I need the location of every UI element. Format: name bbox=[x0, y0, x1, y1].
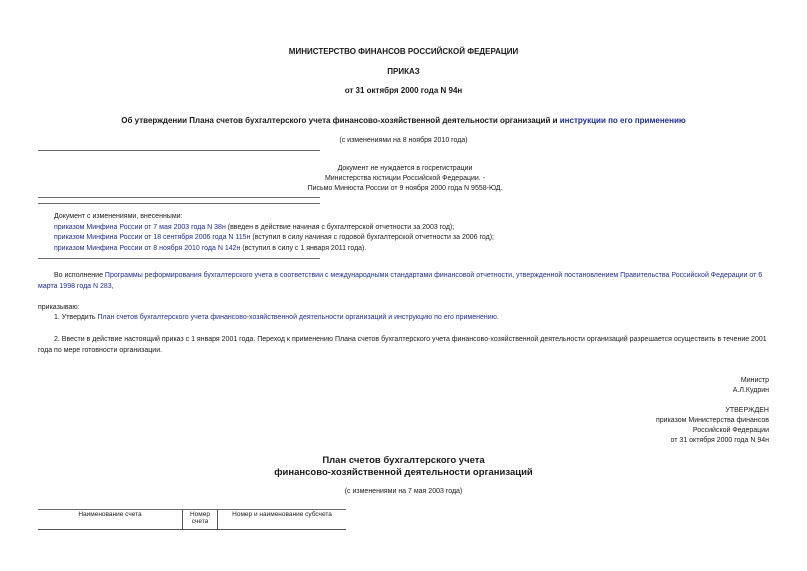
changes-list bbox=[54, 212, 494, 254]
col-account-number: Номер счета bbox=[183, 510, 218, 530]
approval-word: УТВЕРЖДЕН bbox=[725, 407, 769, 414]
separator-line bbox=[38, 258, 320, 259]
doc-title bbox=[0, 116, 807, 125]
doc-type: ПРИКАЗ bbox=[387, 67, 420, 76]
approval-line-2: Российской Федерации bbox=[692, 427, 769, 434]
program-link[interactable]: Программы реформирования бухгалтерского учета в соответствии с международными стандартами финансовой отчетности, утвержденной постановлением Правительства Российской Федерации от 6 марта 1998 года N 283 bbox=[38, 272, 763, 290]
item1-end: . bbox=[496, 314, 499, 321]
change-link-1[interactable]: приказом Минфина России от 7 мая 2003 года N 38н bbox=[54, 223, 226, 231]
order-item-1 bbox=[54, 314, 499, 321]
change-item bbox=[54, 244, 494, 255]
separator-line bbox=[38, 203, 320, 204]
preamble-start: Во исполнение bbox=[54, 272, 105, 279]
registration-note bbox=[280, 164, 530, 194]
signature-position: Министр bbox=[740, 377, 769, 384]
approval-line-3: от 31 октября 2000 года N 94н bbox=[670, 437, 769, 444]
signature-name: А.Л.Кудрин bbox=[732, 387, 769, 394]
plan-title-line-2: финансово-хозяйственной деятельности организаций bbox=[274, 467, 533, 478]
plan-title bbox=[0, 455, 807, 479]
separator-line bbox=[38, 197, 320, 198]
plan-title-line-1: План счетов бухгалтерского учета bbox=[322, 455, 485, 466]
registration-line-2: Министерства юстиции Российской Федерации. - bbox=[324, 175, 486, 182]
changes-intro: Документ с изменениями, внесенными: bbox=[54, 213, 183, 220]
change-note-2: (вступил в силу начиная с годовой бухгалтерской отчетности за 2006 год); bbox=[250, 234, 494, 241]
change-item bbox=[54, 223, 494, 234]
edition-note: (с изменениями на 8 ноября 2010 года) bbox=[339, 137, 468, 144]
registration-line-3: Письмо Минюста России от 9 ноября 2000 года N 9558-ЮД. bbox=[307, 185, 503, 192]
change-link-3[interactable]: приказом Минфина России от 8 ноября 2010 года N 142н bbox=[54, 244, 241, 252]
plan-edition-note: (с изменениями на 7 мая 2003 года) bbox=[344, 488, 463, 495]
approval-line-1: приказом Министерства финансов bbox=[655, 417, 769, 424]
col-subaccount: Номер и наименование субсчета bbox=[218, 510, 347, 530]
col-account-name: Наименование счета bbox=[38, 510, 183, 530]
table-header-row bbox=[38, 510, 346, 530]
plan-link[interactable]: План счетов бухгалтерского учета финансово-хозяйственной деятельности организаций и инструкцию по его применению bbox=[97, 314, 497, 321]
order-word: приказываю: bbox=[38, 304, 80, 311]
item1-start: 1. Утвердить bbox=[54, 314, 98, 321]
registration-line-1: Документ не нуждается в госрегистрации bbox=[337, 165, 473, 172]
accounts-table-header bbox=[38, 510, 346, 530]
change-note-3: (вступил в силу с 1 января 2011 года). bbox=[240, 244, 367, 252]
change-item bbox=[54, 233, 494, 244]
change-link-2[interactable]: приказом Минфина России от 18 сентября 2006 года N 115н bbox=[54, 234, 251, 241]
change-note-1: (введен в действие начиная с бухгалтерской отчетности за 2003 год); bbox=[225, 223, 455, 231]
separator-line bbox=[38, 150, 320, 151]
ministry-name: МИНИСТЕРСТВО ФИНАНСОВ РОССИЙСКОЙ ФЕДЕРАЦИИ bbox=[288, 47, 519, 56]
preamble bbox=[38, 270, 770, 292]
doc-title-text: Об утверждении Плана счетов бухгалтерского учета финансово-хозяйственной деятельности организаций и bbox=[121, 116, 560, 125]
signature bbox=[733, 376, 769, 396]
instruction-link[interactable]: инструкции по его применению bbox=[559, 116, 686, 125]
preamble-end: , bbox=[111, 283, 114, 290]
order-item-2: 2. Ввести в действие настоящий приказ с 1 января 2001 года. Переход к применению Плана счетов бухгалтерского учета финансово-хозяйственной деятельности организаций разрешается осуществить в течение 2001 года по мере готовности организации. bbox=[38, 336, 767, 354]
doc-date: от 31 октября 2000 года N 94н bbox=[344, 86, 463, 95]
approval-block bbox=[656, 406, 769, 446]
